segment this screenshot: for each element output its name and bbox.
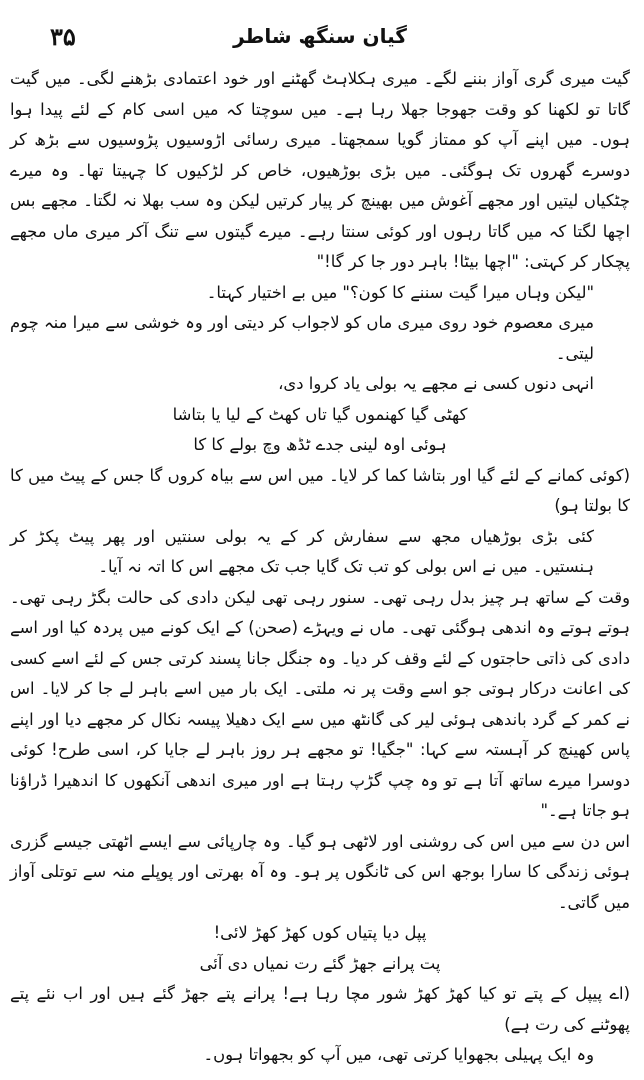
- paragraph: وقت کے ساتھ ہر چیز بدل رہی تھی۔ سنور رہی تھی لیکن دادی کی حالت بگڑ رہی تھی۔ ہوتے ہوتے وہ اندھی ہوگئی تھی۔ ماں نے ویہڑے (صحن) کے ایک کونے میں پردہ کیا اور اسے دادی کی ذاتی حاجتوں کے لئے وقف کر دیا۔ وہ جنگل جانا پسند کرتی جس کے لئے اسے کسی کی اعانت درکار ہوتی جو اسے وقت پر نہ ملتی۔ ایک بار میں اسے باہر لے جا کر لایا۔ اس نے کمر کے گرد باندھی ہوئی لیر کی گانٹھ میں سے ایک دھیلا پیسہ نکال کر مجھے دیا اور اپنے پاس کھینچ کر آہستہ سے کہا: "جگیا! تو مجھے ہر روز باہر لے جایا کر، اسی طرح! کوئی دوسرا میرے ساتھ آتا ہے تو وہ چپ گڑپ رہتا ہے اور میری اندھی آنکھوں کا اندھیرا ڈراؤنا ہو جاتا ہے۔": [10, 587, 630, 820]
- body-text: [10, 64, 630, 1071]
- paragraph: میری معصوم خود روی میری ماں کو لاجواب کر دیتی اور وہ خوشی سے میرا منہ چوم لیتی۔: [10, 313, 594, 363]
- paragraph: "لیکن وہاں میرا گیت سننے کا کون؟" میں بے اختیار کہتا۔: [206, 282, 594, 302]
- verse-line: پپل دیا پتیاں کوں کھڑ کھڑ لائی!: [213, 923, 427, 942]
- paragraph: اس دن سے میں اس کی روشنی اور لاٹھی ہو گیا۔ وہ چارپائی سے ایسے اٹھتی جیسے گزری ہوئی زندگی کا سارا بوجھ اس کی ٹانگوں پر ہو۔ وہ آہ بھرتی اور پوپلے منہ سے توتلی آواز میں گاتی۔: [10, 831, 630, 912]
- page-number: ۳۵: [50, 22, 76, 51]
- verse-line: پت پرانے جھڑ گئے رت نمیاں دی آئی: [199, 953, 441, 973]
- verse-line: کھٹی گیا کھنموں گیا تاں کھٹ کے لیا یا بتاشا: [172, 404, 468, 424]
- paragraph: وہ ایک پہیلی بجھوایا کرتی تھی، میں آپ کو بجھواتا ہوں۔: [203, 1045, 594, 1064]
- paragraph: (کوئی کمانے کے لئے گیا اور بتاشا کما کر لایا۔ میں اس سے بیاہ کروں گا جس کے پیٹ میں کا کا بولتا ہو): [10, 465, 630, 515]
- paragraph: گیت میری گری آواز بننے لگے۔ میری ہکلاہٹ گھٹنے اور خود اعتمادی بڑھنے لگی۔ میں گیت گاتا تو لکھنا کو وقت جھوجا جھلا رہا ہے۔ میں سوچتا کہ میں اسی کام کے لئے پیدا ہوا ہوں۔ میں اپنے آپ کو ممتاز گویا سمجھتا۔ میری رسائی اڑوسیوں پڑوسیوں سے بڑھ کر دوسرے گھروں تک ہوگئی۔ میں بڑی بوڑھیوں، خاص کر لڑکیوں کا چہیتا تھا۔ وہ میرے چٹکیاں لیتیں اور مجھے آغوش میں بھینچ کر پیار کرتیں لیکن وہ سب بھلا نہ لگتا۔ مجھے بس اچھا لگتا کہ میں گاتا رہوں اور کوئی سنتا رہے۔ میرے گیتوں سے تنگ آکر میری ماں مجھے پچکار کر کہتی: "اچھا بیٹا! باہر دور جا کر گا!": [10, 69, 630, 271]
- paragraph: کئی بڑی بوڑھیاں مجھ سے سفارش کر کے یہ بولی سنتیں اور پھر پیٹ پکڑ کر ہنستیں۔ میں نے اس بولی کو تب تک گایا جب تک مجھے اس کا اتہ نہ آیا۔: [10, 526, 594, 576]
- paragraph: (اے پیپل کے پتے تو کیا کھڑ کھڑ شور مچا رہا ہے! پرانے پتے جھڑ گئے ہیں اور اب نئے پتے پھوٹنے کی رت ہے): [10, 984, 630, 1034]
- page-header: [10, 0, 630, 64]
- running-head: گیان سنگھ شاطر: [233, 24, 407, 48]
- verse-line: ہوئی اوہ لینی جدے ٹڈھ وچ بولے کا کا: [193, 435, 447, 454]
- paragraph: انہی دنوں کسی نے مجھے یہ بولی یاد کروا دی،: [278, 374, 594, 393]
